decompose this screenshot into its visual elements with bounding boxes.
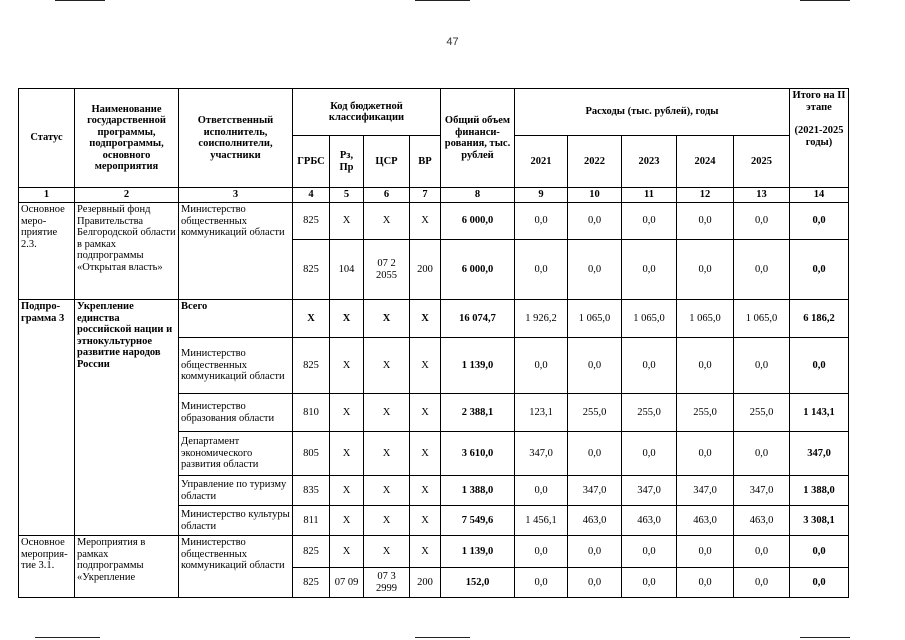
cell-2021: 0,0 [515,338,568,394]
cell-total: 1 139,0 [441,536,515,568]
cell-itogo: 347,0 [790,432,849,476]
cell-2023: 255,0 [622,394,677,432]
cell-total: 152,0 [441,568,515,598]
cell-csr: 07 2 2055 [364,240,410,300]
cell-grbs: Х [293,300,330,338]
row-status: Основное мероприя-тие 3.1. [19,536,75,598]
cell-2022: 347,0 [568,476,622,506]
col-number: 2 [75,188,179,203]
cell-vr: Х [410,476,441,506]
cell-total: 6 000,0 [441,203,515,240]
cell-2025: 0,0 [734,240,790,300]
cell-2025: 0,0 [734,338,790,394]
header-itogo-title: Итого на II этапе [792,90,846,113]
cell-2022: 255,0 [568,394,622,432]
bottom-rule-left [35,637,100,638]
cell-2024: 0,0 [677,338,734,394]
row-responsible: Министерство общественных коммуникаций области [179,203,293,300]
cell-2021: 0,0 [515,240,568,300]
cell-2024: 0,0 [677,568,734,598]
header-total-volume: Общий объем финанси-рования, тыс. рублей [441,89,515,188]
cell-2021: 1 926,2 [515,300,568,338]
row-status: Подпро-грамма 3 [19,300,75,536]
cell-vr: Х [410,432,441,476]
header-name: Наименование государственной программы, подпрограммы, основного мероприятия [75,89,179,188]
row-responsible: Всего [179,300,293,338]
row-name: Мероприятия в рамках подпрограммы «Укрепление [75,536,179,598]
cell-grbs: 825 [293,536,330,568]
cell-2022: 1 065,0 [568,300,622,338]
row-name: Укрепление единства российской нации и этнокультурное развитие народов России [75,300,179,536]
bottom-rule-mid [415,637,470,638]
cell-2021: 0,0 [515,536,568,568]
cell-csr: Х [364,338,410,394]
cell-2022: 0,0 [568,536,622,568]
cell-csr: 07 3 2999 [364,568,410,598]
col-number: 4 [293,188,330,203]
cell-vr: Х [410,338,441,394]
header-csr: ЦСР [364,136,410,188]
cell-rzpr: Х [330,506,364,536]
cell-total: 1 388,0 [441,476,515,506]
cell-2022: 463,0 [568,506,622,536]
row-responsible: Министерство общественных коммуникаций области [179,536,293,598]
col-number: 12 [677,188,734,203]
cell-grbs: 825 [293,338,330,394]
table-row [19,536,849,568]
cell-2022: 0,0 [568,568,622,598]
cell-rzpr: Х [330,338,364,394]
header-expenses: Расходы (тыс. рублей), годы [515,89,790,136]
cell-2025: 0,0 [734,203,790,240]
col-number: 1 [19,188,75,203]
col-number: 14 [790,188,849,203]
cell-csr: Х [364,536,410,568]
cell-2025: 347,0 [734,476,790,506]
header-responsible: Ответственный исполнитель, соисполнители, участники [179,89,293,188]
cell-total: 7 549,6 [441,506,515,536]
col-number: 8 [441,188,515,203]
cell-2023: 0,0 [622,240,677,300]
cell-rzpr: Х [330,394,364,432]
cell-vr: Х [410,536,441,568]
header-year-2021: 2021 [515,136,568,188]
cell-total: 2 388,1 [441,394,515,432]
cell-itogo: 3 308,1 [790,506,849,536]
header-grbs: ГРБС [293,136,330,188]
cell-total: 3 610,0 [441,432,515,476]
header-status: Статус [19,89,75,188]
cell-2022: 0,0 [568,338,622,394]
cell-vr: 200 [410,568,441,598]
col-number: 13 [734,188,790,203]
cell-csr: Х [364,506,410,536]
cell-2025: 0,0 [734,568,790,598]
cell-2022: 0,0 [568,240,622,300]
cell-vr: Х [410,394,441,432]
row-responsible: Министерство общественных коммуникаций области [179,338,293,394]
cell-2023: 0,0 [622,568,677,598]
cell-rzpr: Х [330,476,364,506]
cell-total: 6 000,0 [441,240,515,300]
cell-csr: Х [364,203,410,240]
cell-2022: 0,0 [568,203,622,240]
budget-table [18,88,849,598]
cell-itogo: 1 388,0 [790,476,849,506]
table-row [19,203,849,240]
cell-2023: 0,0 [622,536,677,568]
col-number: 6 [364,188,410,203]
cell-csr: Х [364,394,410,432]
header-itogo-period: (2021-2025 годы) [794,125,844,148]
page-number: 47 [446,36,459,48]
cell-itogo: 0,0 [790,203,849,240]
cell-rzpr: Х [330,432,364,476]
top-rule-left [55,0,105,1]
row-responsible: Департамент экономического развития области [179,432,293,476]
header-vr: ВР [410,136,441,188]
cell-2025: 1 065,0 [734,300,790,338]
cell-itogo: 0,0 [790,536,849,568]
cell-2021: 347,0 [515,432,568,476]
cell-2025: 0,0 [734,536,790,568]
cell-2024: 255,0 [677,394,734,432]
col-number: 3 [179,188,293,203]
cell-vr: Х [410,506,441,536]
cell-grbs: 825 [293,240,330,300]
col-number: 7 [410,188,441,203]
row-responsible: Министерство культуры области [179,506,293,536]
cell-csr: Х [364,432,410,476]
col-number: 11 [622,188,677,203]
header-year-2024: 2024 [677,136,734,188]
row-responsible: Министерство образования области [179,394,293,432]
cell-2021: 0,0 [515,476,568,506]
cell-vr: Х [410,203,441,240]
cell-2024: 0,0 [677,203,734,240]
col-number: 9 [515,188,568,203]
cell-2024: 0,0 [677,240,734,300]
cell-2021: 1 456,1 [515,506,568,536]
cell-itogo: 6 186,2 [790,300,849,338]
cell-2023: 1 065,0 [622,300,677,338]
cell-rzpr: 07 09 [330,568,364,598]
cell-vr: Х [410,300,441,338]
cell-2025: 0,0 [734,432,790,476]
cell-vr: 200 [410,240,441,300]
cell-2023: 463,0 [622,506,677,536]
cell-2025: 463,0 [734,506,790,536]
header-budget-code: Код бюджетной классификации [293,89,441,136]
cell-2024: 0,0 [677,536,734,568]
cell-csr: Х [364,300,410,338]
header-year-2022: 2022 [568,136,622,188]
top-rule-mid [415,0,470,1]
header-itogo [790,89,849,188]
cell-itogo: 0,0 [790,338,849,394]
cell-rzpr: Х [330,203,364,240]
cell-grbs: 825 [293,203,330,240]
bottom-rule-right [800,637,850,638]
cell-2024: 347,0 [677,476,734,506]
cell-grbs: 810 [293,394,330,432]
cell-2023: 0,0 [622,203,677,240]
row-name: Резервный фонд Правительства Белгородской области в рамках подпрограммы «Открытая власть» [75,203,179,300]
cell-2022: 0,0 [568,432,622,476]
header-year-2023: 2023 [622,136,677,188]
row-status: Основное меро-приятие 2.3. [19,203,75,300]
cell-2023: 347,0 [622,476,677,506]
cell-total: 16 074,7 [441,300,515,338]
cell-itogo: 0,0 [790,240,849,300]
col-number: 10 [568,188,622,203]
table-row [19,300,849,338]
cell-csr: Х [364,476,410,506]
cell-2025: 255,0 [734,394,790,432]
cell-total: 1 139,0 [441,338,515,394]
cell-grbs: 805 [293,432,330,476]
cell-rzpr: Х [330,536,364,568]
cell-2021: 123,1 [515,394,568,432]
cell-grbs: 811 [293,506,330,536]
cell-2024: 0,0 [677,432,734,476]
cell-itogo: 1 143,1 [790,394,849,432]
cell-2021: 0,0 [515,568,568,598]
cell-itogo: 0,0 [790,568,849,598]
row-responsible: Управление по туризму области [179,476,293,506]
header-year-2025: 2025 [734,136,790,188]
cell-rzpr: 104 [330,240,364,300]
header-rzpr: Рз, Пр [330,136,364,188]
cell-2021: 0,0 [515,203,568,240]
col-number: 5 [330,188,364,203]
top-rule-right [800,0,850,1]
cell-rzpr: Х [330,300,364,338]
cell-2024: 1 065,0 [677,300,734,338]
cell-2023: 0,0 [622,432,677,476]
cell-grbs: 835 [293,476,330,506]
cell-2024: 463,0 [677,506,734,536]
cell-grbs: 825 [293,568,330,598]
cell-2023: 0,0 [622,338,677,394]
